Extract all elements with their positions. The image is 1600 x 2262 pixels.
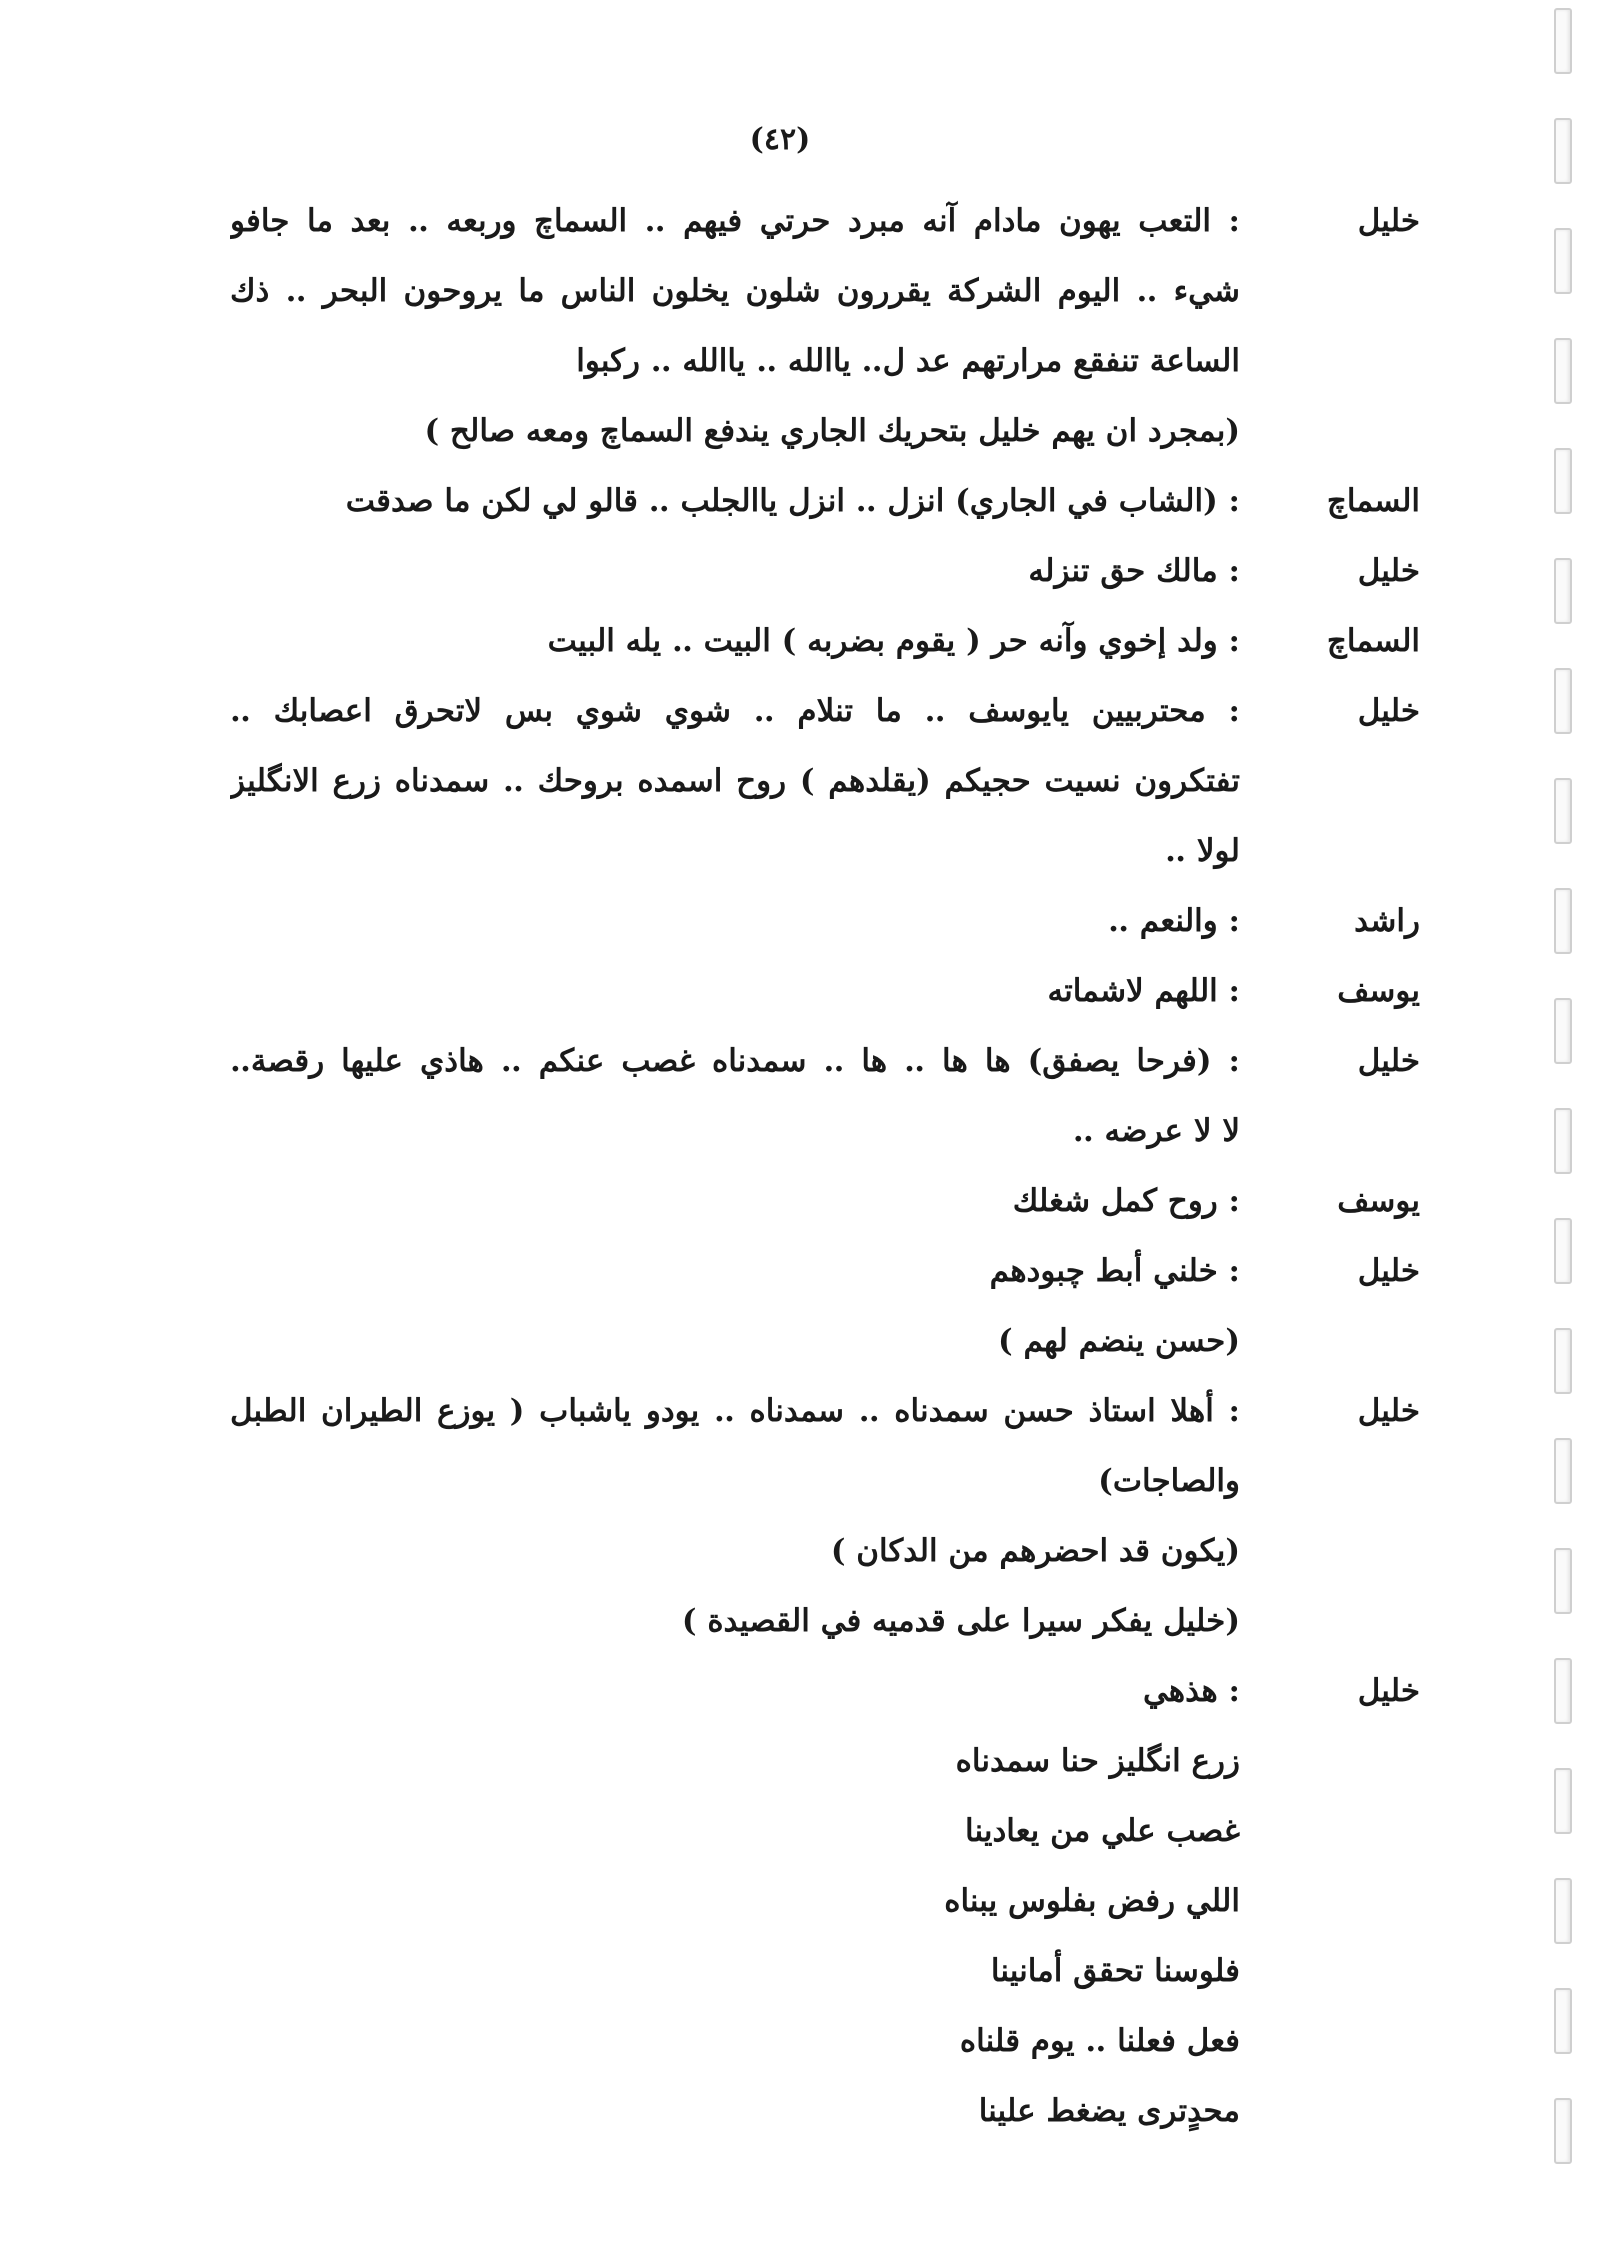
dialogue-line: [230, 606, 1420, 676]
dialogue-text: اللي رفض بفلوس يبناه: [944, 1883, 1240, 1919]
speaker-name: خليل: [1357, 203, 1420, 239]
dialogue-text: : هذهي: [1142, 1673, 1240, 1709]
dialogue-line: [230, 1166, 1420, 1236]
dialogue-line: [230, 1026, 1420, 1096]
speaker-name: خليل: [1357, 1253, 1420, 1289]
dialogue-line: [230, 1306, 1420, 1376]
dialogue-text: لولا ‥: [1165, 833, 1240, 869]
dialogue-text: (بمجرد ان يهم خليل بتحريك الجاري يندفع السماچ ومعه صالح ): [424, 413, 1240, 449]
dialogue-text: شيء ‥ اليوم الشركة يقررون شلون يخلون الناس ما يروحون البحر ‥ ذك: [230, 273, 1240, 309]
page-number: (٤٢): [749, 122, 811, 157]
binding-hole: [1554, 8, 1572, 74]
dialogue-text: فعل فعلنا ‥ يوم قلناه: [959, 2023, 1240, 2059]
binding-hole: [1554, 1768, 1572, 1834]
dialogue-line: [230, 396, 1420, 466]
dialogue-text: : مالك حق تنزله: [1028, 553, 1240, 589]
dialogue-text: : (الشاب في الجاري) انزل ‥ انزل ياالجلب ‥ قالو لي لكن ما صدقت: [345, 483, 1240, 519]
dialogue-line: [230, 956, 1420, 1026]
dialogue-line: [230, 1866, 1420, 1936]
dialogue-line: [230, 1096, 1420, 1166]
speaker-name: السماچ: [1326, 623, 1420, 659]
dialogue-line: [230, 1936, 1420, 2006]
dialogue-line: [230, 1446, 1420, 1516]
dialogue-text: : خلني أبط چبودهم: [989, 1253, 1240, 1289]
dialogue-text: تفتكرون نسيت حجيكم (يقلدهم ) روح اسمده بروحك ‥ سمدناه زرع الانگليز: [230, 763, 1240, 799]
binding-hole: [1554, 118, 1572, 184]
binding-holes: [1542, 0, 1582, 2262]
speaker-name: خليل: [1357, 553, 1420, 589]
dialogue-line: [230, 886, 1420, 956]
dialogue-text: محدٍترى يضغط علينا: [978, 2093, 1240, 2129]
binding-hole: [1554, 1108, 1572, 1174]
dialogue-line: [230, 676, 1420, 746]
speaker-name: خليل: [1357, 1673, 1420, 1709]
dialogue-text: فلوسنا تحقق أمانينا: [990, 1953, 1240, 1989]
script-body: [230, 186, 1420, 2146]
dialogue-line: [230, 1656, 1420, 1726]
dialogue-line: [230, 536, 1420, 606]
dialogue-line: [230, 1586, 1420, 1656]
dialogue-text: : التعب يهون مادام آنه مبرد حرتي فيهم ‥ السماچ وربعه ‥ بعد ما جافو: [230, 203, 1240, 239]
binding-hole: [1554, 1328, 1572, 1394]
speaker-name: خليل: [1357, 693, 1420, 729]
dialogue-text: : والنعم ‥: [1108, 903, 1240, 939]
dialogue-text: والصاجات): [1098, 1463, 1240, 1499]
dialogue-text: : روح كمل شغلك: [1012, 1183, 1240, 1219]
dialogue-text: (خليل يفكر سيرا على قدميه في القصيدة ): [681, 1603, 1240, 1639]
speaker-name: يوسف: [1337, 973, 1420, 1009]
dialogue-line: [230, 256, 1420, 326]
binding-hole: [1554, 558, 1572, 624]
speaker-name: السماچ: [1326, 483, 1420, 519]
dialogue-line: [230, 326, 1420, 396]
dialogue-line: [230, 746, 1420, 816]
binding-hole: [1554, 998, 1572, 1064]
binding-hole: [1554, 1988, 1572, 2054]
dialogue-text: (حسن ينضم لهم ): [998, 1323, 1240, 1359]
speaker-name: خليل: [1357, 1393, 1420, 1429]
dialogue-text: الساعة تنفقع مرارتهم عد ل‥ ياالله ‥ ياالله ‥ ركبوا: [576, 343, 1240, 379]
dialogue-line: [230, 1796, 1420, 1866]
binding-hole: [1554, 448, 1572, 514]
dialogue-line: [230, 1516, 1420, 1586]
binding-hole: [1554, 1878, 1572, 1944]
dialogue-line: [230, 186, 1420, 256]
dialogue-text: زرع انگليز حنا سمدناه: [955, 1743, 1240, 1779]
binding-hole: [1554, 1548, 1572, 1614]
speaker-name: راشد: [1354, 903, 1420, 939]
dialogue-text: : (فرحا يصفق) ها ها ‥ ها ‥ سمدناه غصب عنكم ‥ هاذي عليها رقصة‥: [230, 1043, 1240, 1079]
dialogue-text: : محتربيين يايوسف ‥ ما تنلام ‥ شوي شوي بس لاتحرق اعصابك ‥: [230, 693, 1240, 729]
dialogue-text: (يكون قد احضرهم من الدكان ): [830, 1533, 1240, 1569]
binding-hole: [1554, 1658, 1572, 1724]
dialogue-text: : اللهم لاشماته: [1047, 973, 1240, 1009]
binding-hole: [1554, 338, 1572, 404]
dialogue-line: [230, 466, 1420, 536]
dialogue-text: غصب علي من يعادينا: [965, 1813, 1240, 1849]
dialogue-line: [230, 1726, 1420, 1796]
binding-hole: [1554, 778, 1572, 844]
binding-hole: [1554, 228, 1572, 294]
speaker-name: يوسف: [1337, 1183, 1420, 1219]
dialogue-line: [230, 1376, 1420, 1446]
binding-hole: [1554, 1438, 1572, 1504]
dialogue-text: لا لا عرضه ‥: [1072, 1113, 1240, 1149]
binding-hole: [1554, 1218, 1572, 1284]
dialogue-line: [230, 2006, 1420, 2076]
dialogue-line: [230, 816, 1420, 886]
dialogue-text: : ولد إخوي وآنه حر ( يقوم بضربه ) البيت ‥ يله البيت: [547, 623, 1240, 659]
binding-hole: [1554, 668, 1572, 734]
speaker-name: خليل: [1357, 1043, 1420, 1079]
binding-hole: [1554, 2098, 1572, 2164]
binding-hole: [1554, 888, 1572, 954]
dialogue-text: : أهلا استاذ حسن سمدناه ‥ سمدناه ‥ يودو ياشباب ( يوزع الطيران الطبل: [230, 1393, 1240, 1429]
dialogue-line: [230, 2076, 1420, 2146]
dialogue-line: [230, 1236, 1420, 1306]
